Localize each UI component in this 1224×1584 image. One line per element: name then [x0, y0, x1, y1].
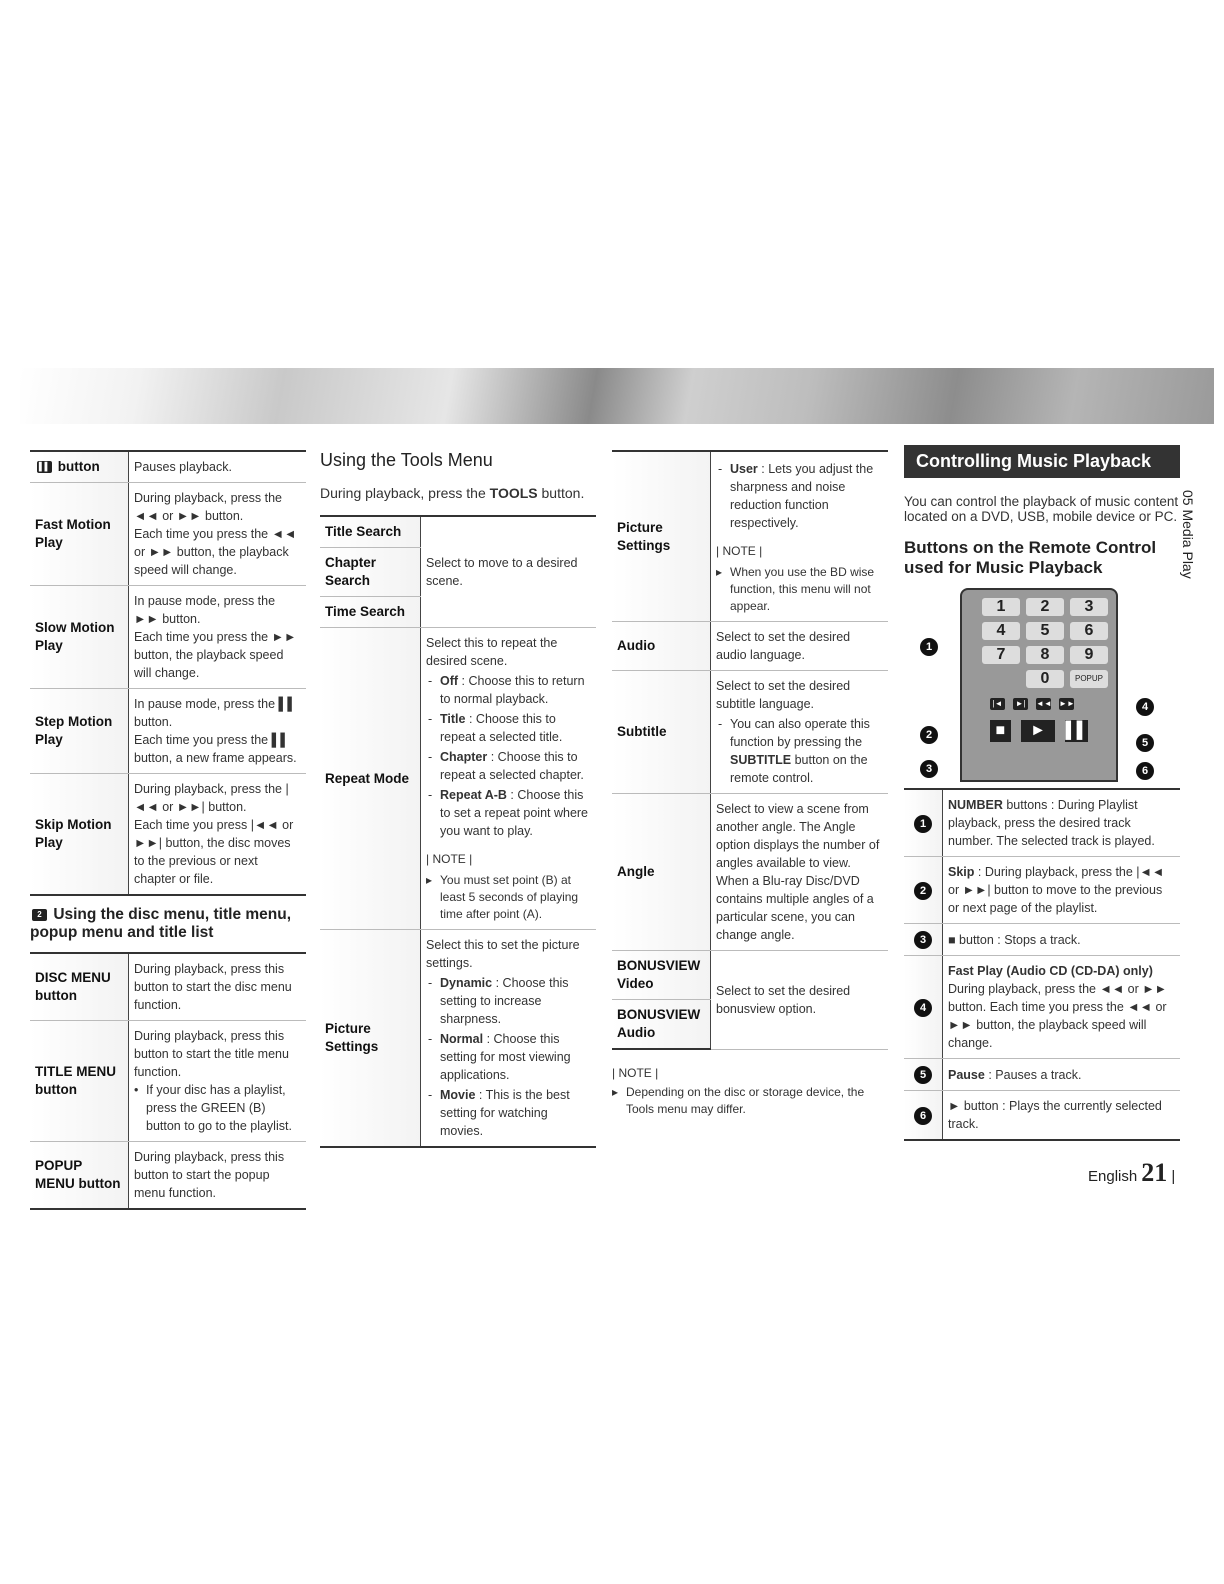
tools-title: Using the Tools Menu	[320, 450, 493, 470]
column-2	[320, 450, 596, 1148]
play-icon: ►	[1021, 720, 1056, 742]
column-4	[904, 445, 1180, 1141]
table-row: ▌▌ button Pauses playback.	[30, 451, 306, 483]
step-icon: 2	[32, 909, 47, 921]
skip-back-icon: |◄	[990, 698, 1005, 710]
tools-table	[320, 515, 596, 1148]
table-row: Angle Select to view a scene from another angle. The Angle option displays the number of angles available to view. When a Blu-ray Disc/DVD contains multiple angles of a particular scene, you can change angle.	[612, 794, 888, 951]
section-title: 2 Using the disc menu, title menu, popup menu and title list	[30, 906, 292, 941]
table-row: 5 Pause : Pauses a track.	[904, 1059, 1180, 1091]
table-row: TITLE MENU button During playback, press this button to start the title menu function. • If your disc has a playlist, press the GREEN (B) button to go to the playlist.	[30, 1021, 306, 1142]
tools-intro: During playback, press the TOOLS button.	[320, 485, 585, 501]
table-row: BONUSVIEW Video Select to set the desired bonusview option.	[612, 951, 888, 1000]
music-intro: You can control the playback of music content located on a DVD, USB, mobile device or PC.	[904, 494, 1179, 524]
music-subtitle: Buttons on the Remote Control used for Music Playback	[904, 538, 1157, 577]
table-row: Slow Motion Play In pause mode, press the ►► button. Each time you press the ►► button, the playback speed will change.	[30, 586, 306, 689]
header-banner	[20, 368, 1214, 424]
table-row: DISC MENU button During playback, press this button to start the disc menu function.	[30, 953, 306, 1021]
tools-table-continued	[612, 450, 888, 1050]
music-buttons-table	[904, 788, 1180, 1141]
rewind-icon: ◄◄	[1036, 699, 1052, 708]
table-row: Title Search Select to move to a desired scene.	[320, 516, 596, 548]
table-row: 6 ► button : Plays the currently selected track.	[904, 1091, 1180, 1141]
table-row: 2 Skip : During playback, press the |◄◄ or ►►| button to move to the previous or next page of the playlist.	[904, 857, 1180, 924]
table-row: Time Search	[320, 597, 596, 628]
table-row: 4 Fast Play (Audio CD (CD-DA) only) During playback, press the ◄◄ or ►► button. Each time you press the ◄◄ or ►► button, the playback speed will change.	[904, 956, 1180, 1059]
table-row: Chapter Search	[320, 548, 596, 597]
playback-table	[30, 450, 306, 896]
disc-menu-table	[30, 952, 306, 1210]
music-title: Controlling Music Playback	[904, 445, 1180, 478]
remote-illustration: 1 2 3 4 5 6 7 8 9 0 POPUP |◄ ►| ◄◄ ►► ■ ► ▌▌ 1 2 3 4 5 6	[904, 588, 1180, 784]
table-row: Fast Motion Play During playback, press the ◄◄ or ►► button. Each time you press the ◄◄ or ►► button, the playback speed will change.	[30, 483, 306, 586]
table-row: 3 ■ button : Stops a track.	[904, 924, 1180, 956]
table-row: Picture Settings Select this to set the picture settings. - Dynamic : Choose this setting to increase sharpness. - Normal : Choose this setting for most viewing applications. - Movie : This is the best setting for watching movies.	[320, 930, 596, 1148]
side-tab: 05 Media Play	[1180, 490, 1196, 579]
fast-forward-icon: ►►	[1059, 699, 1075, 708]
pause-icon: ▌▌	[1065, 720, 1088, 742]
page-number: English 21 |	[1088, 1158, 1176, 1187]
table-row: Repeat Mode Select this to repeat the desired scene. - Off : Choose this to return to normal playback. - Title : Choose this to repeat a selected title. - Chapter : Choose this to repeat a selected chapter. - Repeat A-B : Choose this to set a repeat point where you want to play. | NOTE | ▸ You must set point (B) at least 5 seconds of playing time after point (A).	[320, 628, 596, 930]
table-row: Subtitle Select to set the desired subtitle language. - You can also operate this function by pressing the SUBTITLE button on the remote control.	[612, 671, 888, 794]
table-row: POPUP MENU button During playback, press this button to start the popup menu function.	[30, 1142, 306, 1210]
stop-icon: ■	[990, 720, 1011, 742]
column-3: Picture Settings - User : Lets you adjust the sharpness and noise reduction function respectively. | NOTE | ▸ When you use the BD wise function, this menu will not appear. Audio Select to set the desired audio language. Subtitle Select to set the desired subtitle language. - You can also operate this function by pressing the SUBTITLE button on the remote control. Angle Select to view a scene from another angle. The Angle option displays the number of angles available to view. When a Blu-ray Disc/DVD contains multiple angles of a particular scene, you can change angle. BONUSVIEW Video Select to set the desired bonusview option. BONUSVIEW Audio | NOTE | ▸ Depending on the disc or storage device, the Tools menu may differ.	[612, 450, 888, 1118]
table-row: Picture Settings - User : Lets you adjust the sharpness and noise reduction function respectively. | NOTE | ▸ When you use the BD wise function, this menu will not appear.	[612, 451, 888, 622]
table-row: 1 NUMBER buttons : During Playlist playback, press the desired track number. The selected track is played.	[904, 789, 1180, 857]
table-row: Audio Select to set the desired audio language.	[612, 622, 888, 671]
pause-icon: ▌▌	[38, 462, 51, 472]
column-1	[30, 450, 306, 1210]
table-row: Step Motion Play In pause mode, press the ▌▌ button. Each time you press the ▌▌ button, a new frame appears.	[30, 689, 306, 774]
table-row: BONUSVIEW Audio	[612, 1000, 888, 1050]
table-row: Skip Motion Play During playback, press the |◄◄ or ►►| button. Each time you press |◄◄ or ►►| button, the disc moves to the previous or next chapter or file.	[30, 774, 306, 896]
skip-forward-icon: ►|	[1013, 698, 1028, 710]
